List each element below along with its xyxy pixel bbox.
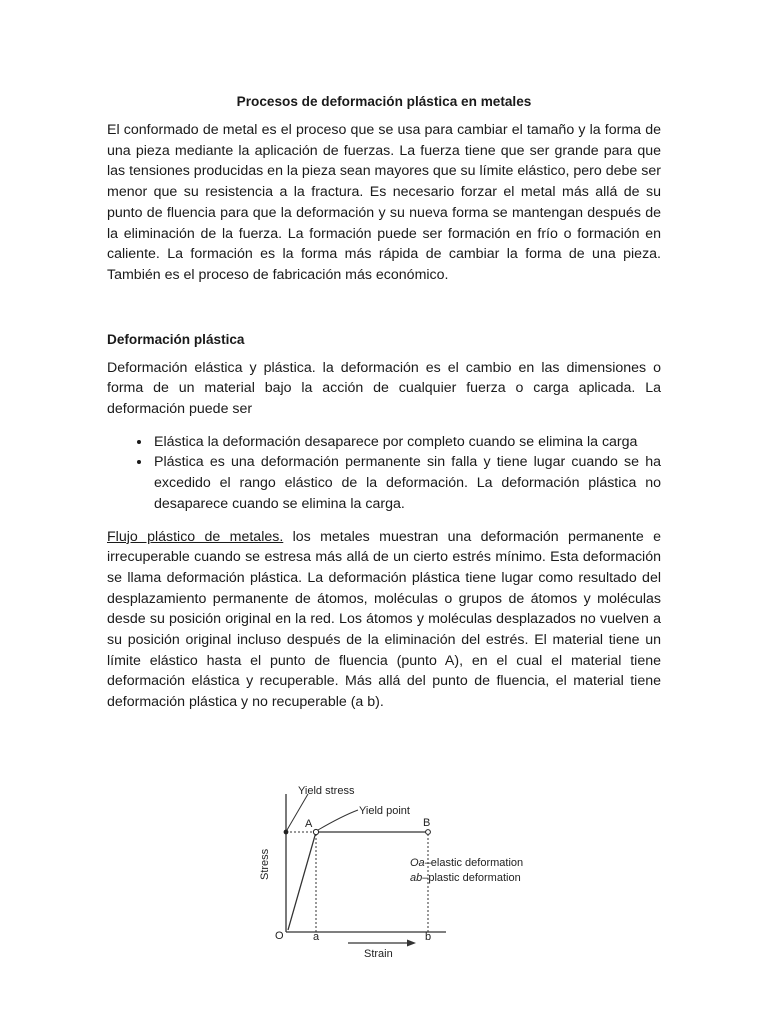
- yield-stress-marker: [284, 830, 289, 835]
- strain-arrow-head: [407, 940, 416, 947]
- deformation-types-list: [107, 432, 661, 515]
- flow-paragraph-text: los metales muestran una deformación permanente e irrecuperable cuando se estresa más allá de un cierto estrés mínimo. Esta deformación se llama deformación plástica. La deformación plástica tiene lugar como resultado del desplazamiento permanente de átomos, moléculas o grupos de átomos y moléculas desde su posición original en la red. Los átomos y moléculas desplazados no vuelven a su posición original incluso después de la eliminación del estrés. El material tiene un límite elástico hasta el punto de fluencia (punto A), en el cual el material tiene deformación elástica y recuperable. Más allá del punto de fluencia, el material tiene deformación plástica y no recuperable (a b).: [107, 528, 661, 711]
- yield-point-pointer: [318, 810, 358, 830]
- yield-stress-label: Yield stress: [298, 785, 355, 797]
- tick-a-label: a: [313, 931, 320, 943]
- section-paragraph: Deformación elástica y plástica. la deformación es el cambio en las dimensiones o forma de un material bajo la acción de cualquier fuerza o carga aplicada. La deformación puede ser: [107, 359, 661, 418]
- legend-ab-text: –plastic deformation: [422, 872, 521, 884]
- intro-paragraph: El conformado de metal es el proceso que se usa para cambiar el tamaño y la forma de una pieza mediante la aplicación de fuerzas. La fuerza tiene que ser grande para que las tensiones producidas en la pieza sean mayores que su límite elástico, pero debe ser menor que su resistencia a la fractura. Es necesario forzar el metal más allá de su punto de fluencia para que la deformación y su nueva forma se mantengan después de la eliminación de la fuerza. La formación puede ser formación en frío o formación en caliente. La formación es la forma más rápida de cambiar la forma de una pieza. También es el proceso de fabricación más económico.: [107, 122, 661, 283]
- tick-b-label: b: [425, 931, 432, 943]
- point-b-marker: [426, 830, 431, 835]
- origin-label: O: [275, 930, 284, 942]
- flow-lead-underlined: Flujo plástico de metales.: [107, 528, 284, 545]
- legend-elastic: [410, 857, 523, 869]
- legend-plastic: [410, 872, 521, 884]
- point-a-label: A: [305, 818, 313, 830]
- point-b-label: B: [423, 817, 431, 829]
- flow-paragraph: [107, 527, 661, 713]
- section-heading: Deformación plástica: [107, 331, 245, 347]
- stress-strain-figure: [250, 780, 560, 965]
- yield-point-marker: [313, 829, 318, 834]
- list-item: • Elástica la deformación desaparece por completo cuando se elimina la carga: [152, 432, 661, 453]
- elastic-line: [288, 832, 316, 930]
- y-axis-label: Stress: [259, 848, 271, 880]
- document-title: Procesos de deformación plástica en metales: [236, 94, 532, 109]
- legend-oa-symbol: Oa: [410, 857, 425, 869]
- stress-strain-diagram: [250, 780, 560, 965]
- yield-point-label: Yield point: [359, 805, 410, 817]
- legend-ab-symbol: ab: [410, 872, 423, 884]
- x-axis-label: Strain: [364, 948, 393, 960]
- legend-oa-text: –elastic deformation: [424, 857, 524, 869]
- text-column: [107, 93, 661, 713]
- list-item: • Plástica es una deformación permanente sin falla y tiene lugar cuando se ha excedido el rango elástico de la deformación. La deformación plástica no desaparece cuando se elimina la carga.: [152, 452, 661, 514]
